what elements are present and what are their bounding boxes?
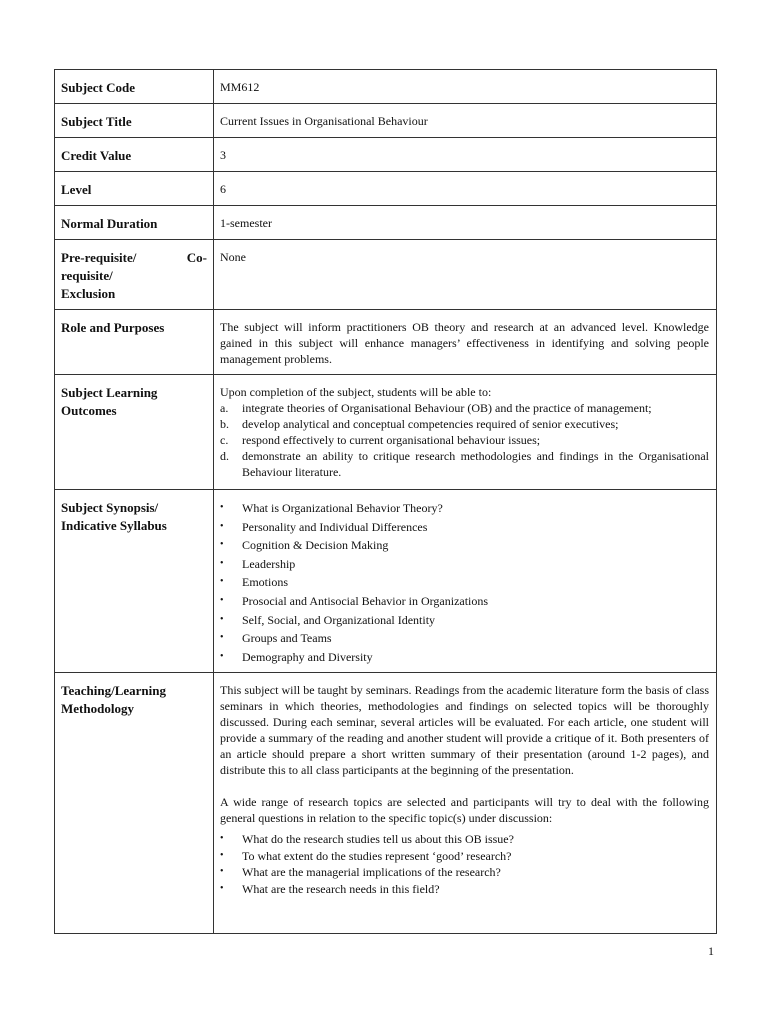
outcome-marker: c. [220,433,229,447]
value-level: 6 [214,172,717,206]
question-item [220,831,709,848]
label-teaching-line1: Teaching/Learning [61,683,166,698]
syllabus-item-text: Prosocial and Antisocial Behavior in Organizations [242,593,489,608]
syllabus-item [220,536,709,555]
label-level: Level [55,172,214,206]
bullet-icon: • [220,833,224,844]
page-number: 1 [708,944,714,958]
question-text: What are the research needs in this field? [242,881,440,896]
syllabus-item [220,555,709,574]
syllabus-item [220,573,709,592]
label-learning-outcomes-line2: Outcomes [61,403,117,418]
teaching-paragraph-2: A wide range of research topics are selected and participants will try to deal with the following general questions in relation to the specific topic(s) under discussion: [220,795,709,825]
bullet-icon: • [220,613,224,625]
label-prerequisite-line3: Exclusion [61,286,116,301]
value-subject-title: Current Issues in Organisational Behaviour [214,104,717,138]
bullet-icon: • [220,594,224,606]
syllabus-item [220,629,709,648]
syllabus-item-text: Personality and Individual Differences [242,519,428,534]
label-synopsis-line2: Indicative Syllabus [61,518,167,533]
value-learning-outcomes [214,375,717,490]
question-item [220,864,709,881]
bullet-icon: • [220,557,224,569]
syllabus-item-text: What is Organizational Behavior Theory? [242,501,443,515]
row-teaching-methodology [55,673,717,934]
row-level [55,172,717,206]
row-synopsis [55,490,717,673]
value-teaching-methodology [214,673,717,934]
bullet-icon: • [220,539,224,551]
outcome-item [220,432,709,448]
outcome-text: integrate theories of Organisational Behaviour (OB) and the practice of management; [242,401,652,415]
bullet-icon: • [220,520,224,532]
label-credit-value: Credit Value [55,138,214,172]
subject-description-table [54,69,717,934]
label-synopsis [55,490,214,673]
bullet-icon: • [220,882,224,894]
label-learning-outcomes-line1: Subject Learning [61,385,158,400]
syllabus-item-text: Leadership [242,556,296,571]
syllabus-item [220,499,709,518]
question-item [220,881,709,898]
bullet-icon: • [220,502,224,513]
bullet-icon: • [220,849,224,861]
value-prerequisite: None [214,240,717,310]
syllabus-item-text: Self, Social, and Organizational Identity [242,612,436,627]
value-normal-duration: 1-semester [214,206,717,240]
label-normal-duration: Normal Duration [55,206,214,240]
row-subject-title [55,104,717,138]
teaching-paragraph-1: This subject will be taught by seminars. Readings from the academic literature form the basis of class seminars in which theories, methodologies and findings on selected topics will be thoroughly discussed. During each seminar, several articles will be evaluated. For each article, one student will provide a summary of the reading and another student will provide a critique of it. Both presenters of an article should prepare a short written summary of their presentation (around 1-2 pages), and distribute this to all class participants at the beginning of the presentation. [220,683,709,777]
question-text: What are the managerial implications of the research? [242,865,501,879]
outcome-marker: a. [220,401,229,415]
value-subject-code: MM612 [214,70,717,104]
row-subject-code [55,70,717,104]
label-subject-code: Subject Code [55,70,214,104]
label-synopsis-line1: Subject Synopsis/ [61,500,159,515]
row-credit-value [55,138,717,172]
label-teaching-methodology [55,673,214,934]
syllabus-item [220,592,709,611]
row-role-purposes [55,310,717,375]
label-prerequisite-line2: requisite/ [61,268,113,283]
outcome-text: demonstrate an ability to critique research methodologies and findings in the Organisational Behaviour literature. [242,449,709,479]
outcome-item [220,400,709,416]
bullet-icon: • [220,632,224,644]
label-subject-title: Subject Title [55,104,214,138]
question-text: What do the research studies tell us about this OB issue? [242,832,514,846]
bullet-icon: • [220,650,224,662]
outcome-marker: d. [220,449,229,463]
syllabus-item-text: Demography and Diversity [242,649,373,664]
outcomes-list [220,400,709,480]
outcome-item [220,416,709,432]
syllabus-item-text: Emotions [242,575,289,590]
syllabus-item [220,611,709,630]
outcome-marker: b. [220,417,229,431]
row-learning-outcomes [55,375,717,490]
syllabus-item [220,518,709,537]
question-text: To what extent do the studies represent ‘good’ research? [242,848,512,863]
syllabus-item-text: Groups and Teams [242,631,332,646]
label-prerequisite-line1: Pre-requisite/ Co- [61,250,207,265]
row-normal-duration [55,206,717,240]
label-role-purposes: Role and Purposes [55,310,214,375]
outcome-item [220,448,709,480]
syllabus-list [220,499,709,666]
question-item [220,848,709,865]
value-role-purposes: The subject will inform practitioners OB theory and research at an advanced level. Knowledge gained in this subject will enhance managers’ effectiveness in identifying and solving people management problems. [214,310,717,375]
outcome-text: develop analytical and conceptual competencies required of senior executives; [242,417,619,431]
outcomes-intro: Upon completion of the subject, students will be able to: [220,385,492,399]
syllabus-item [220,648,709,667]
row-prerequisite [55,240,717,310]
syllabus-item-text: Cognition & Decision Making [242,538,389,553]
value-credit-value: 3 [214,138,717,172]
bullet-icon: • [220,866,224,877]
label-prerequisite [55,240,214,310]
label-learning-outcomes [55,375,214,490]
outcome-text: respond effectively to current organisational behaviour issues; [242,433,541,447]
questions-list [220,831,709,897]
value-synopsis [214,490,717,673]
bullet-icon: • [220,576,224,588]
label-teaching-line2: Methodology [61,701,134,716]
